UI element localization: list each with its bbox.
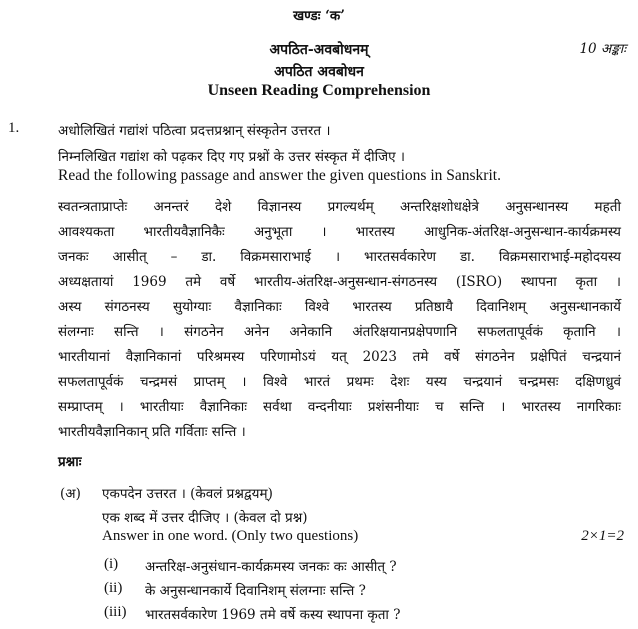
passage-line: सफलतापूर्वकं चन्द्रमसं प्राप्तम् । विश्वे भारतं प्रथमः देशः यस्य चन्द्रयानं चन्द्रमसः दक्षिणध्रुवं xyxy=(58,374,621,390)
title-sanskrit: अपठित-अवबोधनम् xyxy=(269,42,369,58)
passage-line: आवश्यकता भारतीयवैज्ञानिकैः अनुभूता । भारतस्य आधुनिक-अंतरिक्ष-अनुसन्धान-कार्यक्रमस्य xyxy=(58,224,621,240)
title-english: Unseen Reading Comprehension xyxy=(207,82,431,99)
part-instruction-hindi: एक शब्द में उत्तर दीजिए । (केवल दो प्रश्न) xyxy=(102,510,308,526)
sub-question-number: (iii) xyxy=(104,604,127,620)
passage-line: अध्यक्षतायां 1969 तमे वर्षे भारतीय-अंतरिक्ष-अनुसन्धान-संगठनस्य (ISRO) स्थापना कृता । xyxy=(58,274,621,290)
sub-question-text: भारतसर्वकारेण 1969 तमे वर्षे कस्य स्थापना कृता ? xyxy=(145,607,401,623)
instruction-english: Read the following passage and answer the given questions in Sanskrit. xyxy=(58,167,501,184)
sub-question-text: के अनुसन्धानकार्ये दिवानिशम् संलग्नाः सन्ति ? xyxy=(145,583,366,599)
section-header: खण्डः ‘क’ xyxy=(293,8,345,24)
passage-line: भारतीयानां वैज्ञानिकानां परिश्रमस्य परिणामोऽयं यत् 2023 तमे वर्षे संगठनेन प्रक्षेपितं चन्द्रयानं xyxy=(58,349,621,365)
part-label: (अ) xyxy=(60,486,81,502)
part-marks: 2×1=2 xyxy=(581,528,624,544)
question-number: 1. xyxy=(8,120,20,136)
questions-heading: प्रश्नाः xyxy=(58,454,82,470)
passage-line: जनकः आसीत् – डा. विक्रमसाराभाई । भारतसर्वकारेण डा. विक्रमसाराभाई-महोदयस्य xyxy=(58,249,621,265)
sub-question-number: (ii) xyxy=(104,580,123,596)
part-instruction-english: Answer in one word. (Only two questions) xyxy=(102,528,359,544)
instruction-hindi: निम्नलिखित गद्यांश को पढ़कर दिए गए प्रश्नों के उत्तर संस्कृत में दीजिए । xyxy=(58,149,406,165)
passage-line: अस्य संगठनस्य सुयोग्याः वैज्ञानिकाः विश्वे भारतस्य प्रतिष्ठायै दिवानिशम् अनुसन्धानकार्ये xyxy=(58,299,621,315)
marks-label: 10 अङ्काः xyxy=(579,41,626,57)
passage-line: सम्प्राप्तम् । भारतीयाः वैज्ञानिकाः सर्वथा वन्दनीयाः प्रशंसनीयाः च सन्ति । भारतस्य नागरिकाः xyxy=(58,399,621,415)
part-instruction-sanskrit: एकपदेन उत्तरत । (केवलं प्रश्नद्वयम्) xyxy=(102,486,273,502)
sub-question-number: (i) xyxy=(104,556,119,572)
passage-line: भारतीयवैज्ञानिकान् प्रति गर्विताः सन्ति । xyxy=(58,424,246,440)
instruction-sanskrit: अधोलिखितं गद्यांशं पठित्वा प्रदत्तप्रश्नान् संस्कृतेन उत्तरत । xyxy=(58,123,331,139)
title-hindi: अपठित अवबोधन xyxy=(274,64,364,80)
sub-question-text: अन्तरिक्ष-अनुसंधान-कार्यक्रमस्य जनकः कः आसीत् ? xyxy=(145,559,397,575)
passage-line: स्वतन्त्रताप्राप्तेः अनन्तरं देशे विज्ञानस्य प्रगल्यर्थम् अन्तरिक्षशोधक्षेत्रे अनुसन्धानस्य महती xyxy=(58,199,621,215)
passage-line: संलग्नाः सन्ति । संगठनेन अनेन अनेकानि अंतरिक्षयानप्रक्षेपणानि सफलतापूर्वकं कृतानि । xyxy=(58,324,621,340)
